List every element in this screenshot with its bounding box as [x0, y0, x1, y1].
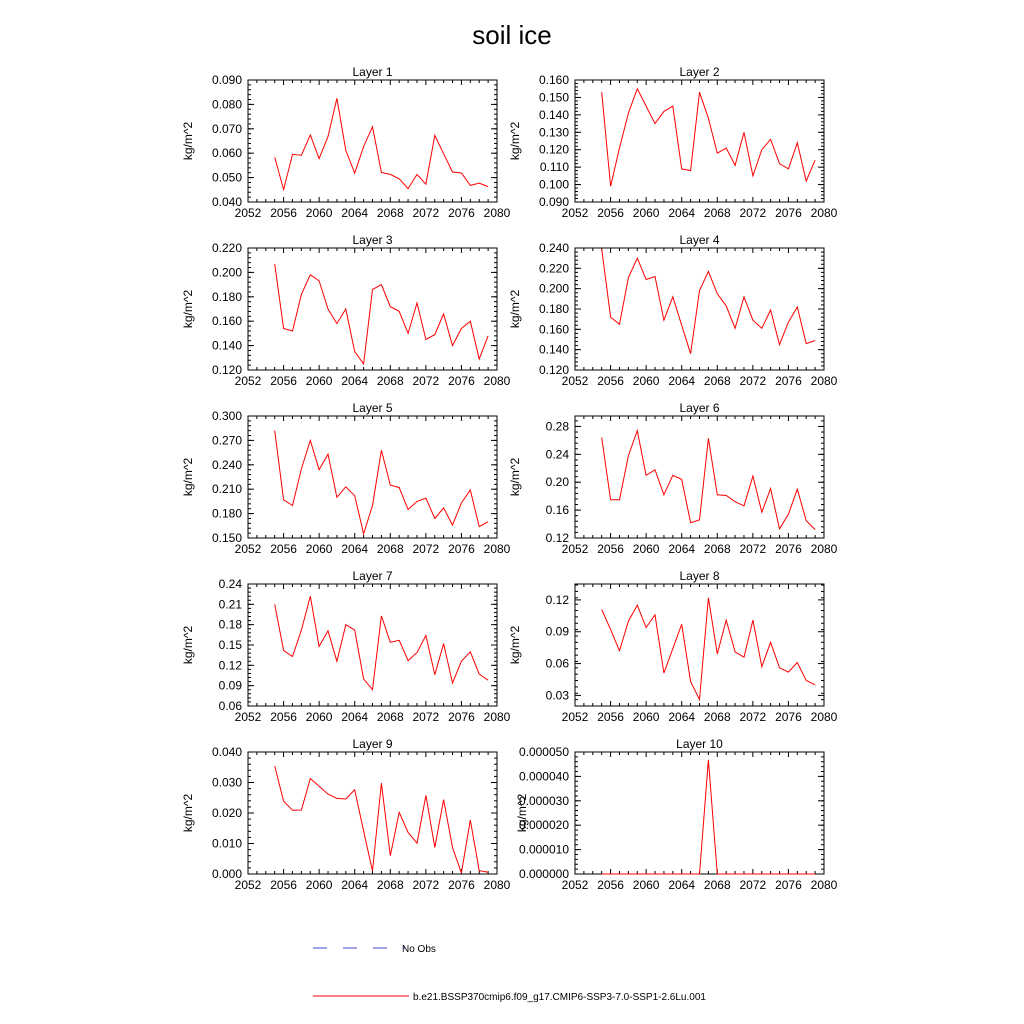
- x-tick-label: 2056: [597, 710, 624, 724]
- x-tick-label: 2060: [305, 374, 333, 388]
- x-tick-label: 2060: [632, 374, 660, 388]
- x-tick-label: 2056: [597, 374, 624, 388]
- y-tick-label: 0.130: [538, 125, 569, 140]
- x-tick-label: 2064: [668, 206, 696, 220]
- figure-title: soil ice: [472, 20, 552, 50]
- x-tick-label: 2080: [483, 206, 511, 220]
- x-tick-label: 2060: [305, 878, 333, 892]
- y-tick-label: 0.12: [545, 531, 569, 545]
- y-tick-label: 0.040: [211, 745, 242, 759]
- y-tick-label: 0.150: [538, 90, 569, 105]
- x-tick-label: 2064: [341, 710, 369, 724]
- y-tick-label: 0.000: [211, 867, 242, 881]
- x-tick-label: 2076: [448, 710, 475, 724]
- x-tick-label: 2064: [341, 206, 369, 220]
- y-tick-label: 0.270: [211, 433, 242, 448]
- x-tick-label: 2072: [739, 206, 767, 220]
- y-tick-label: 0.090: [211, 73, 242, 87]
- x-tick-label: 2068: [376, 374, 404, 388]
- panel-5: [181, 401, 511, 556]
- x-tick-label: 2068: [376, 878, 404, 892]
- x-tick-label: 2056: [270, 374, 297, 388]
- plot-frame: [575, 584, 824, 706]
- y-tick-label: 0.120: [211, 363, 242, 377]
- x-tick-label: 2080: [810, 878, 838, 892]
- x-tick-label: 2080: [483, 374, 511, 388]
- y-tick-label: 0.000010: [518, 842, 569, 857]
- y-tick-label: 0.070: [211, 121, 242, 136]
- x-tick-label: 2052: [561, 206, 589, 220]
- x-tick-label: 2052: [234, 374, 262, 388]
- x-tick-label: 2076: [775, 206, 802, 220]
- x-tick-label: 2064: [668, 542, 696, 556]
- y-axis-label: kg/m^2: [508, 625, 522, 665]
- x-tick-label: 2064: [668, 374, 696, 388]
- x-tick-label: 2056: [597, 206, 624, 220]
- y-tick-label: 0.20: [545, 475, 569, 490]
- y-axis-label: kg/m^2: [181, 121, 195, 161]
- x-tick-label: 2068: [703, 710, 731, 724]
- panel-title: Layer 2: [679, 65, 720, 79]
- y-tick-label: 0.160: [538, 322, 569, 337]
- x-tick-label: 2056: [270, 878, 297, 892]
- y-axis-label: kg/m^2: [508, 121, 522, 161]
- y-tick-label: 0.030: [211, 775, 242, 790]
- y-axis-label: kg/m^2: [181, 289, 195, 329]
- x-tick-label: 2072: [412, 374, 440, 388]
- legend-obs-label: No Obs: [402, 944, 436, 955]
- y-tick-label: 0.210: [211, 482, 242, 497]
- panel-title: Layer 3: [352, 233, 393, 247]
- x-tick-label: 2052: [234, 206, 262, 220]
- plot-frame: [248, 248, 497, 370]
- x-tick-label: 2064: [668, 878, 696, 892]
- panel-title: Layer 8: [679, 569, 720, 583]
- x-tick-label: 2052: [234, 710, 262, 724]
- x-tick-label: 2076: [448, 542, 475, 556]
- y-tick-label: 0.06: [545, 656, 569, 671]
- x-tick-label: 2072: [739, 374, 767, 388]
- y-tick-label: 0.220: [211, 241, 242, 255]
- y-tick-label: 0.140: [211, 338, 242, 353]
- x-tick-label: 2052: [561, 374, 589, 388]
- x-tick-label: 2080: [483, 710, 511, 724]
- y-tick-label: 0.200: [211, 265, 242, 280]
- x-tick-label: 2076: [775, 710, 802, 724]
- y-tick-label: 0.21: [218, 597, 242, 612]
- panel-9: [181, 737, 511, 892]
- y-tick-label: 0.150: [211, 531, 242, 545]
- panel-title: Layer 10: [676, 737, 723, 751]
- y-axis-label: kg/m^2: [181, 793, 195, 833]
- x-tick-label: 2064: [341, 878, 369, 892]
- y-tick-label: 0.200: [538, 281, 569, 296]
- y-tick-label: 0.03: [545, 688, 569, 703]
- y-tick-label: 0.09: [545, 624, 569, 639]
- y-tick-label: 0.240: [538, 241, 569, 255]
- series-line-1: [275, 431, 488, 534]
- plot-frame: [248, 752, 497, 874]
- x-tick-label: 2072: [739, 878, 767, 892]
- x-tick-label: 2052: [561, 878, 589, 892]
- y-tick-label: 0.06: [218, 699, 242, 713]
- panel-4: [508, 233, 838, 388]
- x-tick-label: 2080: [810, 206, 838, 220]
- y-tick-label: 0.12: [545, 592, 569, 607]
- x-tick-label: 2068: [703, 542, 731, 556]
- x-tick-label: 2052: [234, 542, 262, 556]
- x-tick-label: 2068: [376, 710, 404, 724]
- x-tick-label: 2064: [341, 542, 369, 556]
- x-tick-label: 2076: [448, 878, 475, 892]
- panel-title: Layer 9: [352, 737, 393, 751]
- series-line-1: [275, 98, 488, 189]
- x-tick-label: 2076: [448, 374, 475, 388]
- y-tick-label: 0.18: [218, 617, 242, 632]
- x-tick-label: 2072: [739, 710, 767, 724]
- x-tick-label: 2068: [703, 206, 731, 220]
- y-tick-label: 0.24: [545, 447, 569, 462]
- panel-1: [181, 65, 511, 220]
- y-tick-label: 0.060: [211, 146, 242, 161]
- y-tick-label: 0.180: [211, 289, 242, 304]
- x-tick-label: 2072: [412, 542, 440, 556]
- y-tick-label: 0.000040: [518, 769, 569, 784]
- y-tick-label: 0.000050: [518, 745, 569, 759]
- x-tick-label: 2068: [703, 878, 731, 892]
- panel-title: Layer 5: [352, 401, 393, 415]
- y-tick-label: 0.110: [539, 160, 569, 175]
- y-tick-label: 0.300: [211, 409, 242, 423]
- x-tick-label: 2060: [305, 206, 333, 220]
- y-tick-label: 0.12: [218, 658, 242, 673]
- plot-frame: [575, 248, 824, 370]
- series-line-1: [602, 760, 815, 874]
- series-line-1: [602, 598, 815, 700]
- x-tick-label: 2052: [561, 542, 589, 556]
- plot-frame: [575, 752, 824, 874]
- y-tick-label: 0.180: [211, 506, 242, 521]
- x-tick-label: 2060: [632, 542, 660, 556]
- x-tick-label: 2076: [448, 206, 475, 220]
- panel-8: [508, 569, 838, 724]
- panels: [181, 65, 838, 892]
- x-tick-label: 2056: [270, 206, 297, 220]
- x-tick-label: 2060: [632, 710, 660, 724]
- y-axis-label: kg/m^2: [515, 793, 529, 833]
- y-tick-label: 0.100: [538, 177, 569, 192]
- x-tick-label: 2052: [561, 710, 589, 724]
- x-tick-label: 2072: [412, 710, 440, 724]
- panel-title: Layer 6: [679, 401, 720, 415]
- series-line-1: [275, 766, 488, 873]
- y-tick-label: 0.120: [538, 363, 569, 377]
- y-tick-label: 0.000030: [518, 793, 569, 808]
- y-tick-label: 0.000020: [518, 818, 569, 833]
- y-tick-label: 0.24: [218, 577, 242, 591]
- x-tick-label: 2064: [668, 710, 696, 724]
- x-tick-label: 2072: [412, 878, 440, 892]
- panel-6: [508, 401, 838, 556]
- x-tick-label: 2060: [632, 878, 660, 892]
- y-tick-label: 0.050: [211, 170, 242, 185]
- y-tick-label: 0.16: [545, 503, 569, 518]
- y-tick-label: 0.160: [538, 73, 569, 87]
- x-tick-label: 2056: [597, 542, 624, 556]
- panel-title: Layer 7: [352, 569, 393, 583]
- x-tick-label: 2068: [376, 542, 404, 556]
- plot-frame: [575, 80, 824, 202]
- y-tick-label: 0.080: [211, 97, 242, 112]
- y-tick-label: 0.040: [211, 195, 242, 209]
- y-tick-label: 0.09: [218, 678, 242, 693]
- series-line-1: [275, 596, 488, 690]
- x-tick-label: 2052: [234, 878, 262, 892]
- series-line-1: [602, 89, 815, 187]
- y-tick-label: 0.120: [538, 142, 569, 157]
- x-tick-label: 2076: [775, 878, 802, 892]
- y-tick-label: 0.180: [538, 302, 569, 316]
- x-tick-label: 2076: [775, 542, 802, 556]
- y-tick-label: 0.28: [545, 419, 569, 434]
- panel-2: [508, 65, 838, 220]
- x-tick-label: 2064: [341, 374, 369, 388]
- y-tick-label: 0.020: [211, 806, 242, 820]
- y-tick-label: 0.160: [211, 314, 242, 329]
- y-axis-label: kg/m^2: [181, 457, 195, 497]
- x-tick-label: 2068: [703, 374, 731, 388]
- panel-10: [515, 737, 838, 892]
- x-tick-label: 2072: [739, 542, 767, 556]
- panel-7: [181, 569, 511, 724]
- panel-title: Layer 4: [679, 233, 720, 247]
- x-tick-label: 2056: [597, 878, 624, 892]
- series-line-1: [602, 249, 815, 354]
- y-tick-label: 0.140: [538, 107, 569, 122]
- y-tick-label: 0.140: [538, 342, 569, 357]
- x-tick-label: 2056: [270, 710, 297, 724]
- x-tick-label: 2060: [305, 710, 333, 724]
- x-tick-label: 2072: [412, 206, 440, 220]
- y-tick-label: 0.220: [538, 261, 569, 276]
- x-tick-label: 2060: [305, 542, 333, 556]
- legend-model-label: b.e21.BSSP370cmip6.f09_g17.CMIP6-SSP3-7.0-SSP1-2.6Lu.001: [413, 992, 706, 1003]
- series-line-1: [275, 264, 488, 364]
- x-tick-label: 2080: [483, 878, 511, 892]
- y-axis-label: kg/m^2: [181, 625, 195, 665]
- plot-frame: [248, 416, 497, 538]
- panel-title: Layer 1: [352, 65, 393, 79]
- y-axis-label: kg/m^2: [508, 457, 522, 497]
- y-tick-label: 0.240: [211, 457, 242, 472]
- x-tick-label: 2080: [810, 542, 838, 556]
- y-tick-label: 0.15: [218, 638, 242, 652]
- y-axis-label: kg/m^2: [508, 289, 522, 329]
- x-tick-label: 2080: [810, 374, 838, 388]
- x-tick-label: 2080: [810, 710, 838, 724]
- x-tick-label: 2076: [775, 374, 802, 388]
- x-tick-label: 2080: [483, 542, 511, 556]
- y-tick-label: 0.090: [538, 195, 569, 209]
- panel-3: [181, 233, 511, 388]
- series-line-1: [602, 431, 815, 530]
- y-tick-label: 0.010: [211, 836, 242, 851]
- legend: [313, 944, 706, 1003]
- y-tick-label: 0.000000: [518, 867, 569, 881]
- x-tick-label: 2056: [270, 542, 297, 556]
- x-tick-label: 2060: [632, 206, 660, 220]
- x-tick-label: 2068: [376, 206, 404, 220]
